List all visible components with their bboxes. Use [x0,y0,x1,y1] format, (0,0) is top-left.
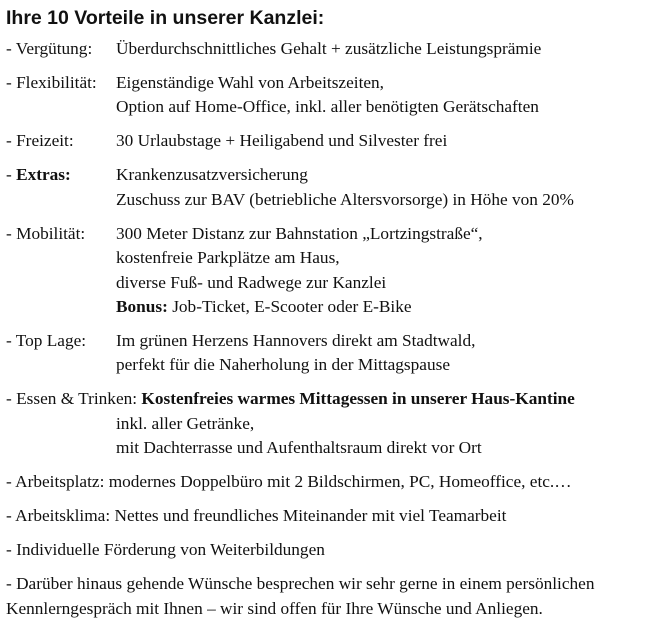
benefit-item-arbeitsklima: - Arbeitsklima: Nettes und freundliches Miteinander mit viel Teamarbeit [6,506,507,526]
benefit-item-top-lage [6,329,646,378]
benefit-text-bold: Kostenfreies warmes Mittagessen in unserer Haus-Kantine [141,389,575,409]
benefit-text: Im grünen Herzens Hannovers direkt am Stadtwald, [116,331,476,351]
benefit-label: - Flexibilität: [6,73,97,92]
benefit-item-arbeitsplatz: - Arbeitsplatz: modernes Doppelbüro mit 2 Bildschirmen, PC, Homeoffice, etc.… [6,472,572,492]
benefit-label: - Mobilität: [6,223,86,243]
benefit-item-weiterbildung: - Individuelle Förderung von Weiterbildungen [6,540,325,560]
bonus-text: Job-Ticket, E-Scooter oder E-Bike [167,297,412,317]
benefit-text: Zuschuss zur BAV (betriebliche Altersvorsorge) in Höhe von 20% [116,189,574,209]
benefit-label: - Essen & Trinken: [6,389,138,409]
page-title: Ihre 10 Vorteile in unserer Kanzlei: [6,7,325,29]
benefit-item-essen-trinken [6,387,646,460]
benefit-text: 30 Urlaubstage + Heiligabend und Silvester frei [116,131,448,151]
benefit-item-extras [6,163,646,212]
benefit-label: - Top Lage: [6,331,87,351]
closing-paragraph: - Darüber hinaus gehende Wünsche besprechen wir sehr gerne in einem persönlichen Kennlerngespräch mit Ihnen – wir sind offen für Ihre Wünsche und Anliegen. [6,574,595,618]
benefit-text: 300 Meter Distanz zur Bahnstation „Lortzingstraße“, [116,223,483,243]
benefit-text: Option auf Home-Office, inkl. aller benötigten Gerätschaften [116,97,539,117]
benefit-text: mit Dachterrasse und Aufenthaltsraum direkt vor Ort [116,438,482,458]
benefit-text: inkl. aller Getränke, [116,413,255,433]
benefit-label: - Vergütung: [6,39,93,58]
benefit-text: kostenfreie Parkplätze am Haus, [116,248,340,268]
bonus-label: Bonus: [116,297,168,317]
benefit-text: perfekt für die Naherholung in der Mittagspause [116,355,450,375]
benefit-item-mobilitaet [6,222,646,320]
benefit-bonus-line [116,295,646,319]
benefits-document [6,5,646,621]
benefit-item-flexibilitaet [6,71,646,120]
benefit-text: Eigenständige Wahl von Arbeitszeiten, [116,73,385,92]
benefit-label: - Freizeit: [6,131,74,151]
benefit-label [6,163,116,212]
benefit-item-freizeit [6,129,646,153]
benefit-label-bold: Extras: [16,165,71,185]
benefit-text: diverse Fuß- und Radwege zur Kanzlei [116,272,387,292]
benefit-text: Krankenzusatzversicherung [116,165,308,185]
benefit-label-prefix: - [6,165,17,185]
benefit-text: Überdurchschnittliches Gehalt + zusätzliche Leistungsprämie [116,39,542,58]
benefit-item-verguetung [6,37,646,61]
